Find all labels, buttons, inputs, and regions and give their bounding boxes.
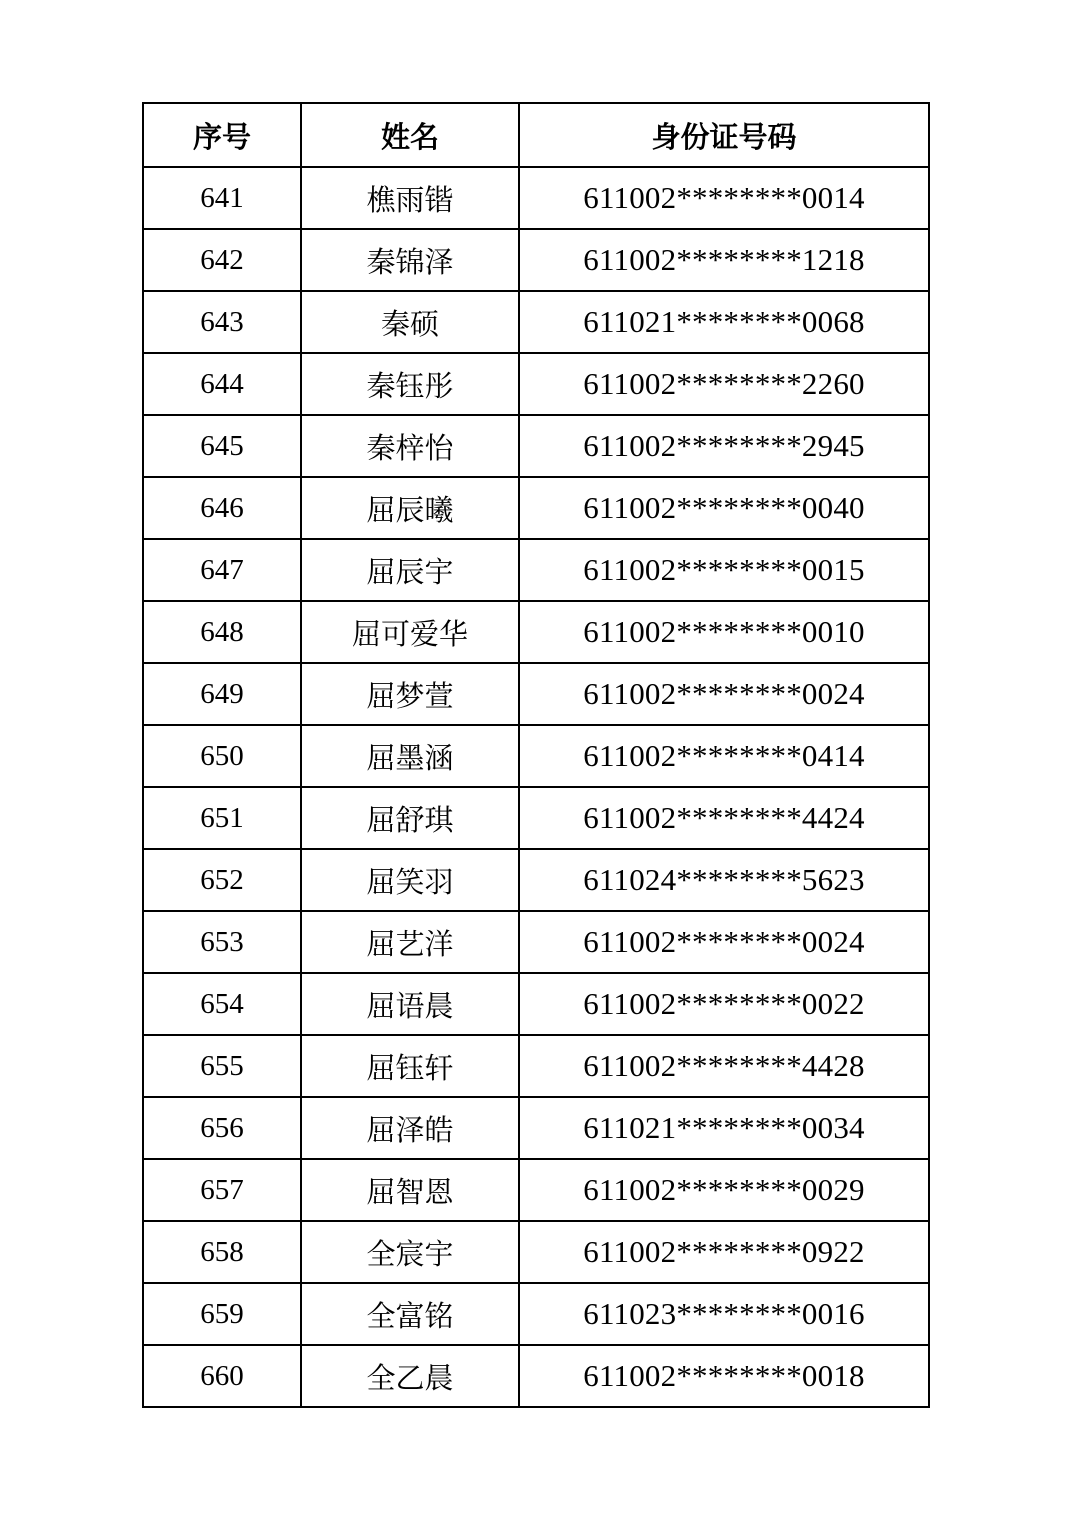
cell-id-number: 611021********0034 [519,1097,929,1159]
cell-id-number: 611002********0922 [519,1221,929,1283]
table-row [143,1345,929,1407]
cell-id-number: 611002********0010 [519,601,929,663]
cell-index: 641 [143,167,301,229]
table-row [143,601,929,663]
table-row [143,167,929,229]
cell-index: 657 [143,1159,301,1221]
table-row [143,973,929,1035]
cell-name: 屈辰曦 [301,477,519,539]
cell-name: 屈笑羽 [301,849,519,911]
header-index: 序号 [143,103,301,167]
cell-id-number: 611002********0024 [519,911,929,973]
cell-id-number: 611002********4428 [519,1035,929,1097]
cell-name: 屈辰宇 [301,539,519,601]
cell-name: 秦锦泽 [301,229,519,291]
cell-index: 649 [143,663,301,725]
cell-index: 653 [143,911,301,973]
header-name: 姓名 [301,103,519,167]
cell-id-number: 611002********0022 [519,973,929,1035]
table-row [143,1097,929,1159]
roster-sheet [142,102,928,1408]
cell-index: 652 [143,849,301,911]
table-row [143,787,929,849]
table-row [143,229,929,291]
cell-index: 659 [143,1283,301,1345]
cell-index: 650 [143,725,301,787]
table-row [143,1221,929,1283]
cell-index: 645 [143,415,301,477]
cell-id-number: 611002********0024 [519,663,929,725]
table-row [143,477,929,539]
cell-id-number: 611002********0029 [519,1159,929,1221]
cell-index: 644 [143,353,301,415]
cell-name: 屈泽皓 [301,1097,519,1159]
cell-name: 屈艺洋 [301,911,519,973]
cell-id-number: 611021********0068 [519,291,929,353]
cell-name: 秦钰彤 [301,353,519,415]
table-row [143,291,929,353]
cell-name: 全乙晨 [301,1345,519,1407]
cell-id-number: 611002********2260 [519,353,929,415]
cell-index: 646 [143,477,301,539]
header-id-number: 身份证号码 [519,103,929,167]
cell-name: 全富铭 [301,1283,519,1345]
table-row [143,1159,929,1221]
cell-id-number: 611002********0018 [519,1345,929,1407]
cell-index: 647 [143,539,301,601]
cell-name: 全宸宇 [301,1221,519,1283]
cell-id-number: 611002********4424 [519,787,929,849]
roster-table [142,102,930,1408]
cell-name: 屈可爱华 [301,601,519,663]
cell-index: 642 [143,229,301,291]
table-row [143,1035,929,1097]
cell-name: 秦梓怡 [301,415,519,477]
cell-id-number: 611002********0040 [519,477,929,539]
cell-name: 屈钰轩 [301,1035,519,1097]
cell-index: 648 [143,601,301,663]
table-body [143,167,929,1407]
table-row [143,911,929,973]
cell-name: 樵雨锴 [301,167,519,229]
cell-index: 658 [143,1221,301,1283]
cell-index: 643 [143,291,301,353]
table-row [143,539,929,601]
cell-index: 654 [143,973,301,1035]
table-row [143,415,929,477]
cell-name: 屈智恩 [301,1159,519,1221]
table-row [143,353,929,415]
cell-id-number: 611002********2945 [519,415,929,477]
cell-id-number: 611002********1218 [519,229,929,291]
cell-index: 651 [143,787,301,849]
cell-name: 秦硕 [301,291,519,353]
cell-id-number: 611002********0414 [519,725,929,787]
cell-name: 屈舒琪 [301,787,519,849]
header-row [143,103,929,167]
cell-id-number: 611002********0015 [519,539,929,601]
table-row [143,1283,929,1345]
cell-id-number: 611023********0016 [519,1283,929,1345]
cell-index: 660 [143,1345,301,1407]
cell-name: 屈墨涵 [301,725,519,787]
cell-id-number: 611002********0014 [519,167,929,229]
cell-index: 656 [143,1097,301,1159]
cell-name: 屈梦萱 [301,663,519,725]
cell-index: 655 [143,1035,301,1097]
table-row [143,663,929,725]
table-header [143,103,929,167]
cell-name: 屈语晨 [301,973,519,1035]
table-row [143,849,929,911]
cell-id-number: 611024********5623 [519,849,929,911]
table-row [143,725,929,787]
